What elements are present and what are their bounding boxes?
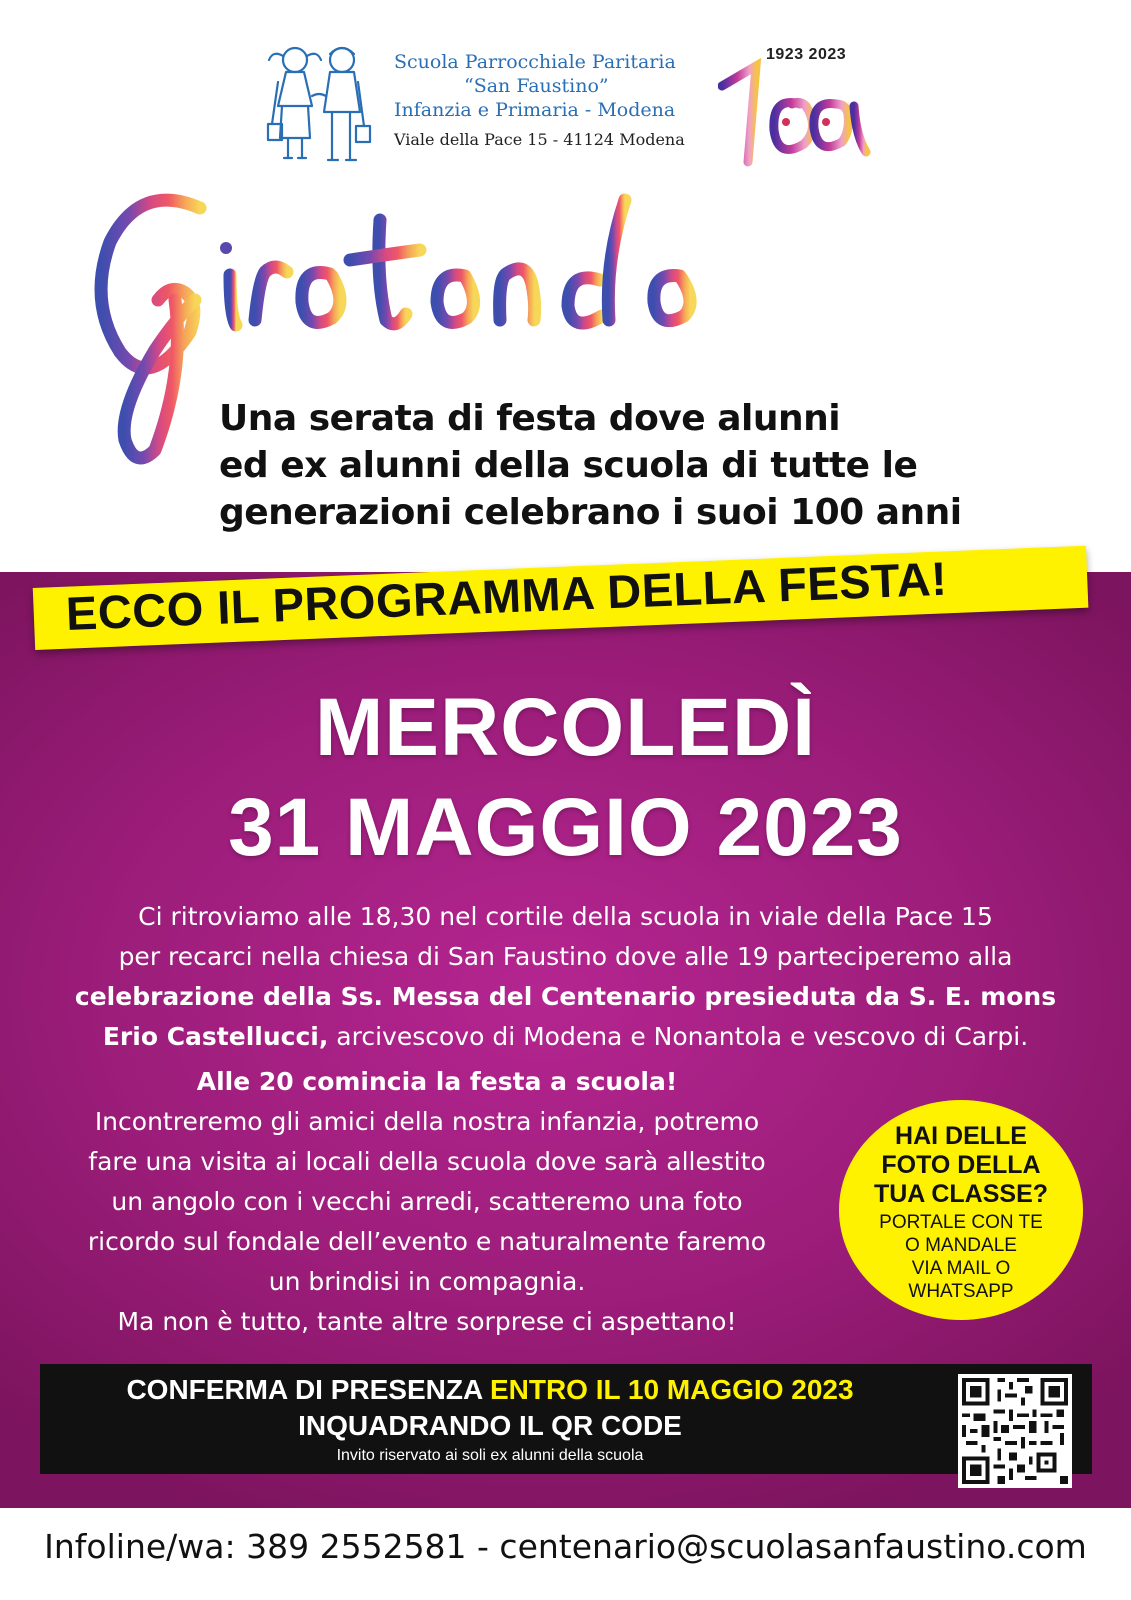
event-day-month-year: 31 MAGGIO 2023 [228,782,903,873]
anniversary-years: 1923 2023 [766,46,847,63]
party-line-6: Ma non è tutto, tante altre sorprese ci aspettano! [117,1307,737,1336]
bishop-title: arcivescovo di Modena e Nonantola e vescovo di Carpi. [328,1022,1029,1051]
photo-callout-badge [839,1100,1083,1320]
school-name-line-2: “San Faustino” [464,75,609,97]
infoline-contact[interactable]: Infoline/wa: 389 2552581 - centenario@scuolasanfaustino.com [44,1527,1087,1566]
photo-answer-line-2: O MANDALE [905,1235,1017,1256]
party-headline: Alle 20 comincia la festa a scuola! [196,1067,678,1096]
event-weekday: MERCOLEDÌ [315,682,816,773]
tagline-line-3: generazioni celebrano i suoi 100 anni [219,492,962,533]
rsvp-text [40,1372,940,1468]
school-logo-children [262,38,377,170]
party-line-4: ricordo sul fondale dell’evento e naturalmente faremo [87,1227,767,1256]
tagline-line-2: ed ex alunni della scuola di tutte le [219,445,918,486]
photo-answer-line-1: PORTALE CON TE [879,1212,1043,1233]
photo-answer-line-3: VIA MAIL O [911,1258,1011,1279]
party-description [22,1062,832,1342]
photo-callout-question [839,1122,1083,1209]
party-line-3: un angolo con i vecchi arredi, scatteremo una foto [111,1187,743,1216]
school-name-block [394,50,685,152]
tagline-line-1: Una serata di festa dove alunni [219,398,841,439]
school-name-line-3: Infanzia e Primaria - Modena [394,99,676,121]
photo-question-line-3: TUA CLASSE? [873,1180,1049,1208]
meeting-details-line-1: Ci ritroviamo alle 18,30 nel cortile della scuola in viale della Pace 15 [138,902,993,931]
rsvp-note: Invito riservato ai soli ex alunni della scuola [336,1447,644,1464]
photo-callout-answer [839,1211,1083,1303]
school-name-line-1: Scuola Parrocchiale Paritaria [394,51,676,73]
photo-question-line-2: FOTO DELLA [881,1151,1041,1179]
event-tagline [219,395,962,536]
party-line-1: Incontreremo gli amici della nostra infanzia, potremo [94,1107,760,1136]
photo-question-line-1: HAI DELLE [895,1122,1027,1150]
mass-celebration-text: celebrazione della Ss. Messa del Centenario presieduta da S. E. mons [74,982,1057,1011]
party-line-5: un brindisi in compagnia. [268,1267,586,1296]
centenary-100-logo [718,44,898,174]
meeting-details-line-2: per recarci nella chiesa di San Faustino dove alle 19 parteciperemo alla [118,942,1013,971]
rsvp-qr-code[interactable] [958,1374,1072,1488]
school-address: Viale della Pace 15 - 41124 Modena [394,130,685,149]
event-date [0,678,1131,878]
photo-answer-line-4: WHATSAPP [908,1281,1014,1302]
party-line-2: fare una visita ai locali della scuola dove sarà allestito [88,1147,766,1176]
rsvp-qr-instruction: INQUADRANDO IL QR CODE [298,1410,682,1441]
rsvp-deadline: ENTRO IL 10 MAGGIO 2023 [489,1374,854,1405]
bishop-name: Erio Castellucci, [102,1022,329,1051]
rsvp-confirm-label: CONFERMA DI PRESENZA [126,1374,490,1405]
program-banner-text: ECCO IL PROGRAMMA DELLA FESTA! [64,551,949,640]
meeting-details [0,897,1131,1057]
